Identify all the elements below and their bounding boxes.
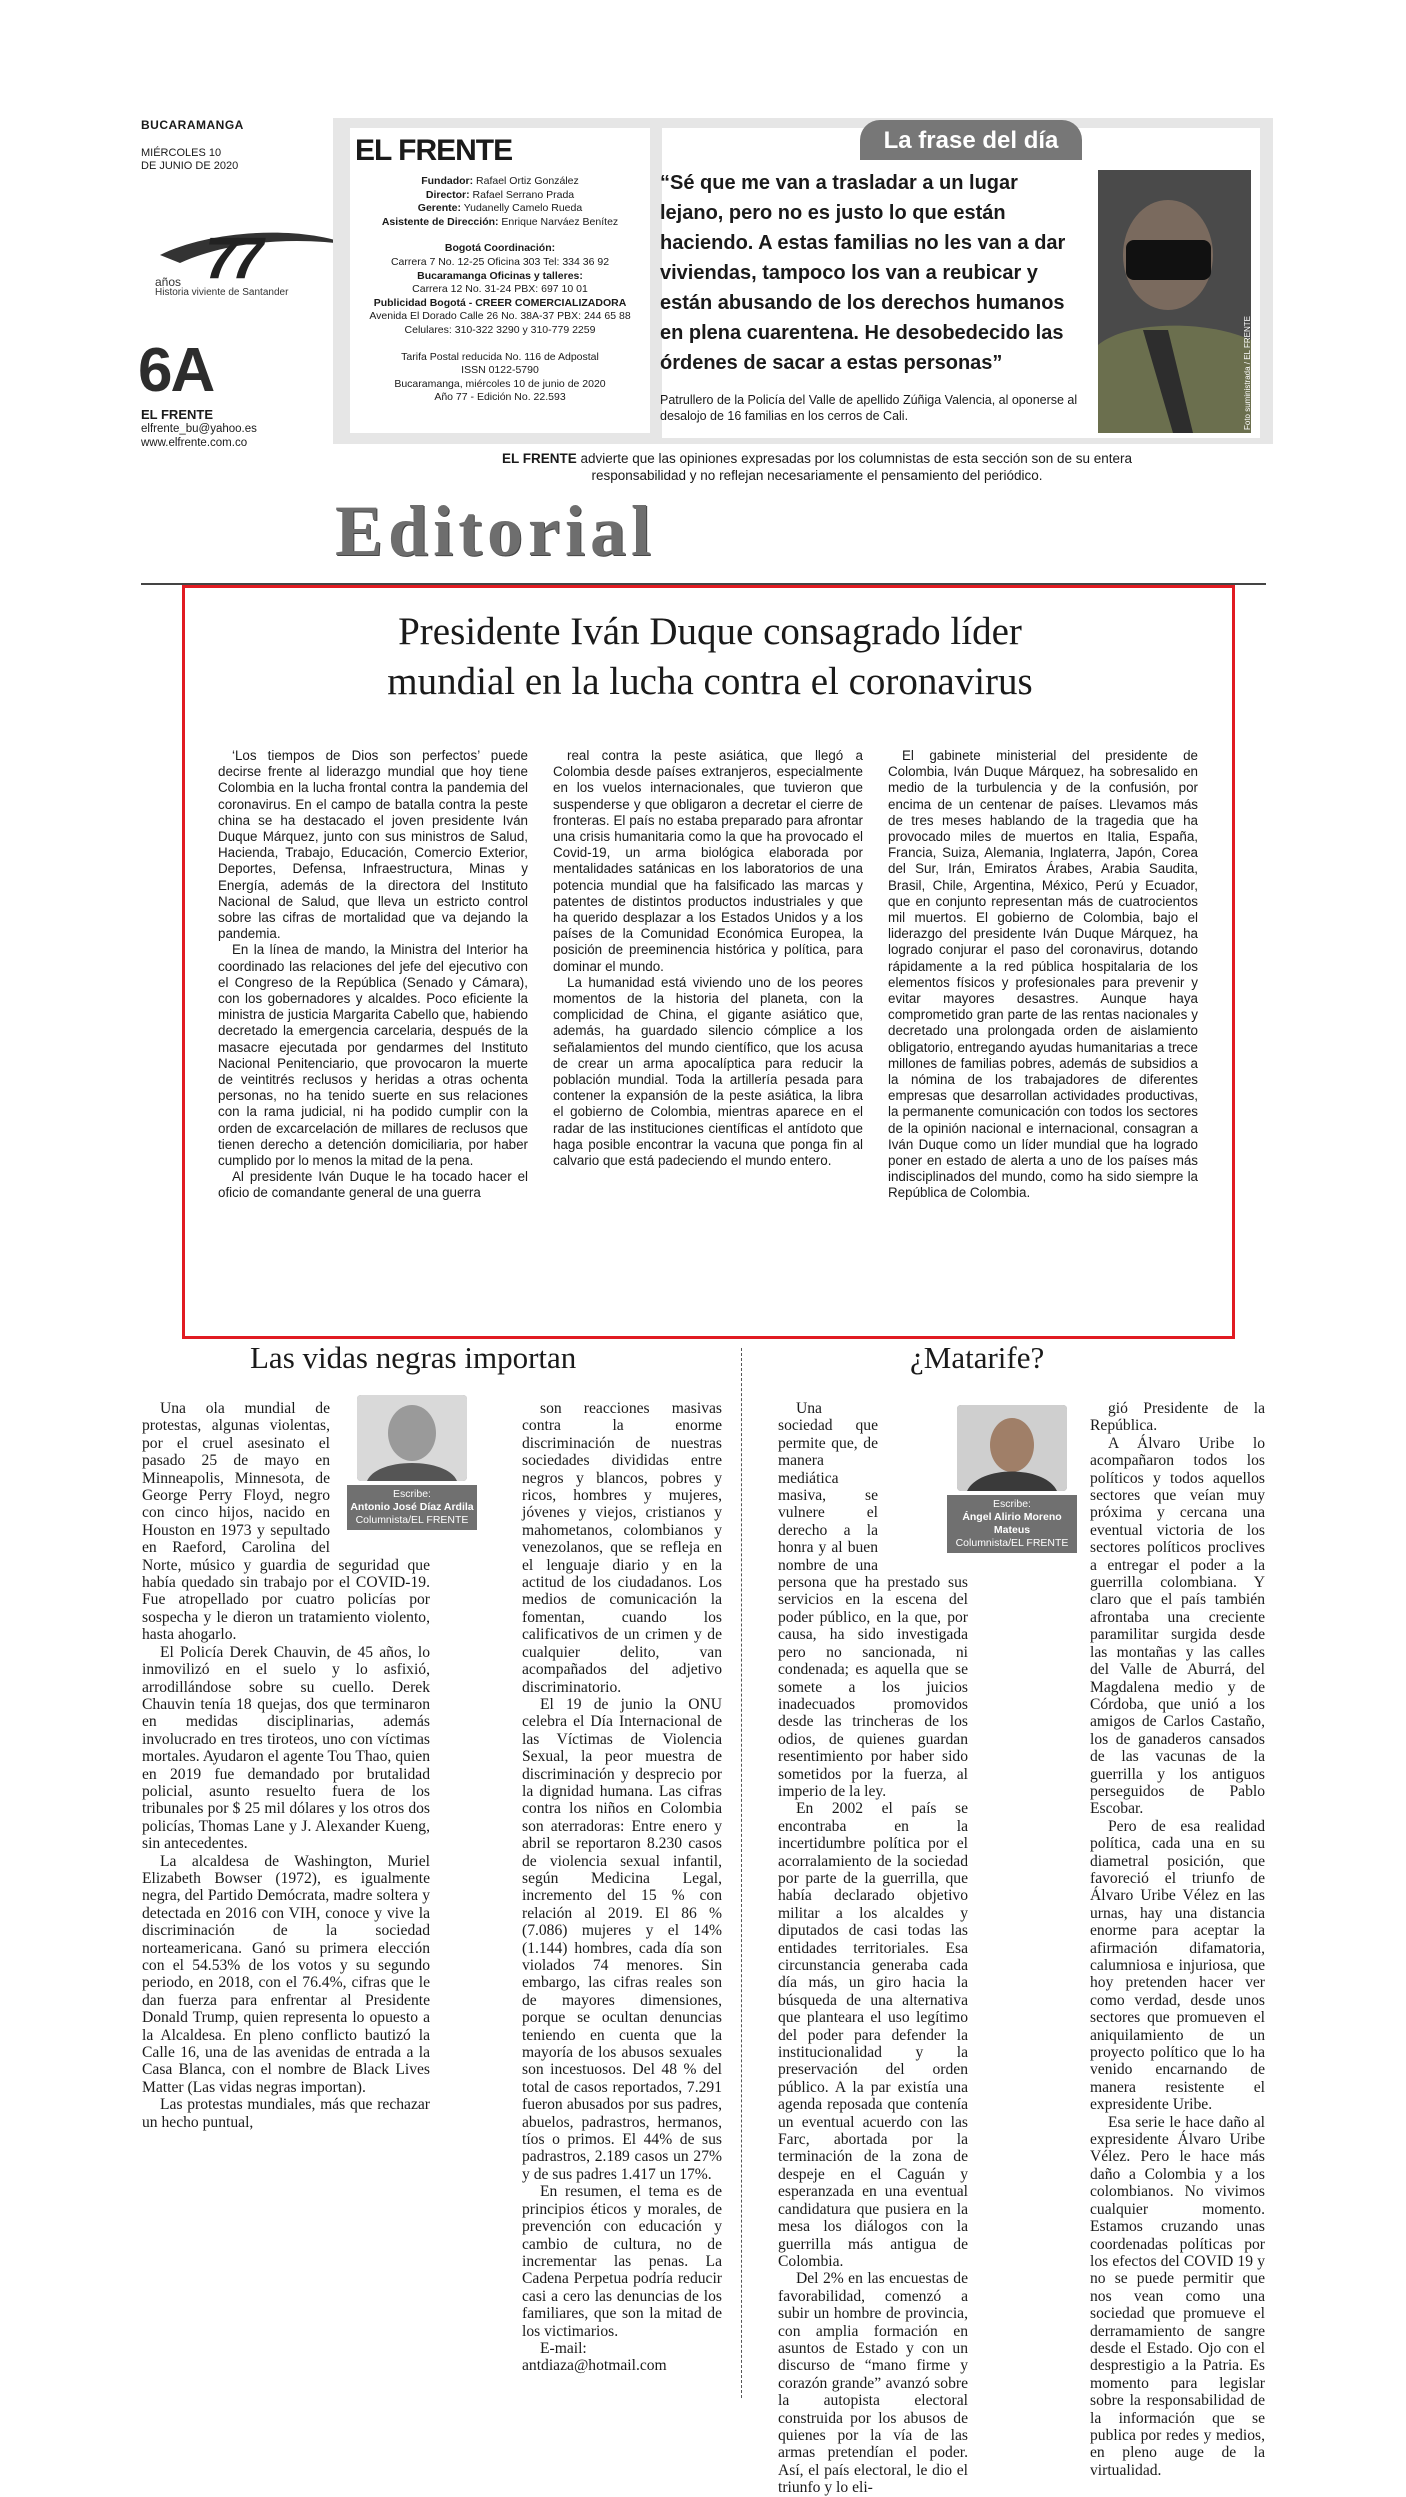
masthead-line: [355, 202, 645, 216]
paragraph: El 19 de junio la ONU celebra el Día Internacional de las Víctimas de Violencia Sexual, la peor muestra de discriminación y desprecio por la dignidad humana. Las cifras contra los niños en Colombia son aterradoras: Entre enero y abril se reportaron 8.230 casos de violencia sexual infantil, según Medicina Legal, incremento del 15 % con relación al 2019. El 86 % (7.086) mujeres y el 14% (1.144) hombres, cada día son violados 74 menores. Sin embargo, las cifras reales son de mayores dimensiones, porque se ocultan denuncias teniendo en cuenta que la mayoría de los abusos sexuales son incestuosos. Del 48 % del total de casos reportados, 7.291 fueron abusados por sus padres, abuelos, padrastros, hermanos, tíos o primos. El 44% de sus padrastros, 2.189 casos un 27% y de sus padres 1.417 un 17%.: [522, 1695, 722, 2183]
right-author-label: Escribe:: [993, 1498, 1031, 1510]
masthead-line: [355, 256, 645, 270]
left-author-name: Antonio José Díaz Ardila: [350, 1501, 474, 1513]
editorial-column-1: [218, 748, 528, 1202]
paper-name-small: EL FRENTE: [141, 407, 213, 422]
left-column-title: Las vidas negras importan: [250, 1340, 577, 1375]
paragraph: Una ola mundial de protestas, algunas violentas, por el cruel asesinato el pasado 25 de mayo en Minneapolis, Minnesota, de George Perry Floyd, negro con cinco hijos, nacido en Houston en 1973 y sepultado en Raeford, Carolina del Norte, músico y guardia de seguridad que había quedado sin trabajo por el COVID-19. Fue atropellado por cuatro policías por sospecha y le dieron un tratamiento violento, hasta ahogarlo.: [142, 1400, 430, 1644]
right-author-role: Columnista/EL FRENTE: [955, 1537, 1069, 1549]
paragraph: Pero de esa realidad política, cada una en su diametral posición, que favoreció el triunfo de Álvaro Uribe Vélez en las urnas, hay una distancia enorme para aceptar la afirmación difamatoria, calumniosa e injuriosa, que hoy pretenden hacer ver como verdad, desde unos sectores que promueven el aniquilamiento de un proyecto político que lo ha venido encarnando de manera resistente el expresidente Uribe.: [1090, 1817, 1265, 2114]
masthead-line-label: Fundador:: [421, 175, 474, 187]
masthead-line-value: Rafael Serrano Prada: [469, 188, 575, 201]
paragraph: Al presidente Iván Duque le ha tocado hacer el oficio de comandante general de una guerra: [218, 1169, 528, 1201]
masthead-line-value: Rafael Ortiz González: [473, 175, 579, 187]
paragraph: son reacciones masivas contra la enorme discriminación de nuestras sociedades divididas entre negros y blancos, pobres y ricos, hombres y mujeres, jóvenes y viejos, cristianos y mahometanos, colombianos y venezolanos, que se refleja en el lenguaje diario y en la actitud de los ciudadanos. Los medios de comunicación la fomentan, cuando los calificativos de un crimen y de cualquier delito, van acompañados del adjetivo discriminatorio.: [522, 1400, 722, 1696]
paragraph: Del 2% en las encuestas de favorabilidad, comenzó a subir un hombre de provincia, con amplia formación en asuntos de Estado y con un discurso de “mano firme y corazón grande” avanzó sobre la autopista electoral construida por los abusos de quienes por la vía de las armas pretendían el poder. Así, el país electoral, le dio el triunfo y lo eli-: [778, 2270, 968, 2497]
date-line-1: MIÉRCOLES 10: [141, 147, 222, 159]
masthead-credits: [355, 175, 645, 405]
paragraph: El Policía Derek Chauvin, de 45 años, lo inmovilizó en el suelo y lo asfixió, arrodillándose sobre su cuello. Derek Chauvin tenía 18 quejas, dos que terminaron en medidas disciplinarias, además involucrado en tres tiroteos, uno con víctimas mortales. Ayudaron el agente Tou Thao, quien en 2019 fue demandado por brutalidad policial, asunto resuelto fuera de los tribunales por $ 25 mil dólares y los otros dos policías, Thomas Lane y J. Alexander Kueng, sin antecedentes.: [142, 1643, 430, 1853]
masthead-line: [355, 324, 645, 338]
paragraph: gió Presidente de la República.: [1090, 1400, 1265, 1435]
disclaimer: [497, 450, 1137, 484]
masthead-line: [355, 338, 645, 351]
masthead-line-label: Gerente:: [417, 202, 461, 215]
masthead-line-label: Bogotá Coordinación:: [444, 242, 556, 255]
masthead-line: [355, 242, 645, 256]
paragraph: Una sociedad que permite que, de manera mediática masiva, se vulnere el derecho a la honra y al buen nombre de una persona que ha prestado sus servicios en la escena del poder público, en la que, por causa, ha sido investigada pero no sancionada, ni condenada; es aquella que se somete a los juicios inadecuados promovidos desde las trincheras de los odios, de quienes guardan resentimiento por haber sido sometidos por la fuerza, al imperio de la ley.: [778, 1400, 968, 1800]
left-author-role: Columnista/EL FRENTE: [355, 1514, 469, 1526]
right-article-column-a: [778, 1400, 968, 2497]
masthead-line-label: Bucaramanga Oficinas y talleres:: [417, 269, 583, 282]
masthead-line-value: Tarifa Postal reducida No. 116 de Adpostal: [401, 350, 599, 363]
paragraph: La humanidad está viviendo uno de los peores momentos de la historia del planeta, con la complicidad de China, el gigante asiático que, además, ha guardado silencio cómplice a los señalamientos del mundo científico, que los acusa de crear un arma apocalíptica para reducir la población mundial. Toda la artillería pesada para contener la expansión de la peste asiática, la libra el gobierno de Colombia, mientras aparece en el radar de las instituciones científicas el antídoto que haga posible encontrar la vacuna que ponga fin al calvario que está padeciendo el mundo entero.: [553, 974, 863, 1169]
editorial-title: [190, 607, 1230, 707]
right-article-column-b: [1090, 1400, 1265, 2479]
disclaimer-text: advierte que las opiniones expresadas por los columnistas de esta sección son de su entera responsabilidad y no reflejan necesariamente el pensamiento del periódico.: [576, 451, 1133, 483]
quote-photo: [1098, 170, 1251, 433]
masthead-line-value: Bucaramanga, miércoles 10 de junio de 2020: [394, 377, 606, 390]
editorial-title-line-2: mundial en la lucha contra el coronavirus: [387, 660, 1033, 703]
website-link[interactable]: www.elfrente.com.co: [141, 437, 248, 449]
editorial-column-3: [888, 748, 1198, 1202]
paragraph: A Álvaro Uribe lo acompañaron todos los políticos y todos aquellos sectores que veían muy próxima y cercana una eventual victoria de los sectores políticos proclives a entregar el poder a la guerrilla colombiana. Y claro que el país también afrontaba una creciente paramilitar surgida desde las montañas y las calles del Valle de Aburrá, del Magdalena medio y de Córdoba, que unió a los amigos de Carlos Castaño, los de ganaderos cansados de las vacunas de la guerrilla y los antiguos perseguidos de Pablo Escobar.: [1090, 1434, 1265, 1818]
author-portrait-icon: [957, 1405, 1067, 1491]
masthead-line-value: Yudanelly Camelo Rueda: [460, 202, 583, 215]
masthead-line-label: Publicidad Bogotá - CREER COMERCIALIZADORA: [373, 296, 627, 309]
right-author-photo: [957, 1405, 1067, 1491]
paragraph: En resumen, el tema es de principios éticos y morales, de prevención con educación y cambio de cultura, no de incrementar las penas. La Cadena Perpetua podría reducir casi a cero las denuncias de los familiares, que son la mitad de los victimarios.: [522, 2183, 722, 2340]
masthead-line: [355, 310, 645, 324]
right-column-title: ¿Matarife?: [910, 1340, 1045, 1375]
date-label: [141, 147, 251, 173]
quote-source: Patrullero de la Policía del Valle de apellido Zúñiga Valencia, al oponerse al desalojo de 16 familias en los cerros de Cali.: [660, 393, 1078, 423]
frase-del-dia-tab: La frase del día: [860, 120, 1082, 160]
paragraph: Esa serie le hace daño al expresidente Álvaro Uribe Vélez. Pero le hace más daño a Colombia y a los colombianos. No vivimos cualquier momento. Estamos cruzando unas coordenadas políticas por los efectos del COVID 19 y no se puede permitir que nos vean como una sociedad que promueve el derramamiento de sangre desde el Estado. Ojo con el desprestigio a la Patria. Es momento para legislar sobre la responsabilidad de la información que se publica por redes y medios, en pleno auge de la virtualidad.: [1090, 2113, 1265, 2479]
masthead-line: [355, 297, 645, 311]
anniversary-number: 77: [205, 226, 258, 291]
masthead-line-value: ISSN 0122-5790: [461, 364, 539, 377]
page-number: 6A: [138, 336, 214, 405]
photo-credit-text: Foto suministrada / EL FRENTE: [1243, 316, 1252, 430]
masthead-line-value: Carrera 12 No. 31-24 PBX: 697 10 01: [412, 283, 588, 296]
masthead-line: [355, 351, 645, 365]
masthead-line-value: Celulares: 310-322 3290 y 310-779 2259: [404, 323, 596, 336]
column-divider: [741, 1348, 743, 2398]
email-link[interactable]: elfrente_bu@yahoo.es: [141, 423, 257, 435]
masthead-line: [355, 189, 645, 203]
masthead-line-value: Año 77 - Edición No. 22.593: [434, 391, 566, 404]
left-article-column-a: [142, 1400, 430, 2131]
disclaimer-brand: EL FRENTE: [501, 451, 577, 466]
wrap-spacer: [878, 1400, 968, 1560]
paragraph: El gabinete ministerial del presidente de Colombia, Iván Duque Márquez, ha sobresalido en medio de la turbulencia y de la confusión, por encima de un centenar de países. Llevamos más de tres meses hablando de la tragedia que ha provocado miles de muertos en Italia, España, Francia, Suiza, Alemania, Inglaterra, Japón, Corea del Sur, Irán, Emiratos Árabes, Arabia Saudita, Brasil, Chile, Argentina, México, Perú y Ecuador, que en conjunto representan más de cuatrocientos mil muertos. El gobierno de Colombia, bajo el liderazgo del presidente Iván Duque Márquez, ha logrado conjurar el paso del coronavirus, dotando rápidamente a la red pública hospitalaria de los elementos físicos y profesionales para prevenir y evitar mayores desastres. Aunque haya comprometido gran parte de las rentas nacionales y decretado una prolongada orden de aislamiento obligatorio, entregando ayudas humanitarias a trece millones de familias pobres, además de subsidios a la nómina de los trabajadores de diferentes empresas que desarrollan actividades productivas, la permanente comunicación con todos los sectores de la opinión nacional e internacional, consagran a Iván Duque como un líder mundial que ha logrado poner en estado de alerta a uno de los países más indisciplinados del mundo, como ha sido siempre la República de Colombia.: [888, 748, 1198, 1201]
left-article-column-b: [522, 1400, 722, 2375]
editorial-column-2: [553, 748, 863, 1169]
masthead-line: [355, 216, 645, 230]
right-author-name: Ángel Alirio Moreno Mateus: [962, 1511, 1062, 1536]
masthead-line-label: Asistente de Dirección:: [381, 215, 499, 228]
masthead-line: [355, 270, 645, 284]
masthead-line-label: Director:: [425, 188, 470, 201]
paragraph: ‘Los tiempos de Dios son perfectos’ puede decirse frente al liderazgo mundial que hoy tiene Colombia en la lucha frontal contra la pandemia del coronavirus. En el campo de batalla contra la peste china se ha destacado el joven presidente Iván Duque Márquez, junto con sus ministros de Salud, Hacienda, Trabajo, Educación, Comercio Exterior, Deportes, Defensa, Infraestructura, Minas y Energía, además de la directora del Instituto Nacional de Salud, que lleva un estricto control sobre las cifras de mortalidad que va dejando la pandemia.: [218, 748, 528, 942]
masthead-line-value: Enrique Narváez Benítez: [498, 215, 619, 228]
masthead-line-value: Carrera 7 No. 12-25 Oficina 303 Tel: 334 36 92: [390, 255, 610, 268]
paragraph: Las protestas mundiales, más que rechazar un hecho puntual,: [142, 2096, 430, 2131]
anniversary-word: años: [155, 275, 182, 289]
date-line-2: DE JUNIO DE 2020: [141, 160, 239, 172]
masthead-line: [355, 229, 645, 242]
masthead-line: [355, 283, 645, 297]
quote-text: “Sé que me van a trasladar a un lugar lejano, pero no es justo lo que están haciendo. A estas familias no les van a dar viviendas, tampoco los van a reubicar y están abusando de los derechos humanos en plena cuarentena. He desobedecido las órdenes de sacar a estas personas”: [660, 172, 1066, 374]
masthead-line-value: Avenida El Dorado Calle 26 No. 38A-37 PBX: 244 65 88: [369, 310, 631, 323]
contact-info: [141, 422, 257, 450]
masthead-line: [355, 391, 645, 405]
photo-credit: [1243, 270, 1255, 430]
editorial-title-line-1: Presidente Iván Duque consagrado líder: [398, 610, 1022, 653]
left-author-label: Escribe:: [393, 1488, 431, 1500]
paragraph: E-mail: antdiaza@hotmail.com: [522, 2339, 667, 2375]
anniversary-tagline: Historia viviente de Santander: [155, 287, 289, 298]
paragraph: En la línea de mando, la Ministra del Interior ha coordinado las relaciones del jefe del ejecutivo con el Congreso de la República (Senado y Cámara), con los gobernadores y alcaldes. Poco eficiente la ministra de justicia Margarita Cabello que, habiendo decretado la emergencia carcelaria, después de la masacre ejecutada por gendarmes del Instituto Nacional Penitenciario, que provocaron la muerte de veintitrés reclusos y heridas a otras ochenta personas, no ha tenido suerte en sus relaciones con la rama judicial, ni ha podido cumplir con la orden de excarcelación de millares de reclusos que tienen derecho a detención domiciliaria, por haber cumplido por lo menos la mitad de la pena.: [218, 942, 528, 1169]
masthead-line: [355, 378, 645, 392]
paragraph: En 2002 el país se encontraba en la incertidumbre política por el acorralamiento de la sociedad por parte de la guerrilla, que había declarado objetivo militar a los alcaldes y diputados de casi todas las entidades territoriales. Esa circunstancia generaba cada día más, un giro hacia la búsqueda de una alternativa que planteara el uso legítimo del poder para defender la institucionalidad y la preservación del orden público. A la par existía una agenda reposada que contenía un eventual acuerdo con las Farc, abortada por la terminación de la zona de despeje en el Caguán y esperanzada en una eventual candidatura que pusiera en la mesa los diálogos con la guerrilla más antigua de Colombia.: [778, 1800, 968, 2270]
policeman-photo-icon: [1098, 170, 1251, 433]
masthead-line: [355, 364, 645, 378]
section-title: Editorial: [335, 491, 657, 571]
paragraph: real contra la peste asiática, que llegó a Colombia desde países extranjeros, especialmente en los vuelos internacionales, que tuvieron que suspenderse y que obligaron a decretar el cierre de fronteras. El país no estaba preparado para afrontar una crisis humanitaria como la que ha provocado el Covid-19, un arma biológica elaborada por mentalidades satánicas en los laboratorios de una potencia mundial que ha falsificado las marcas y patentes de distintos productos industriales y que ha querido desplazar a los Estados Unidos y a los países de la Comunidad Económica Europea, la posición de preeminencia histórica y política, para dominar el mundo.: [553, 748, 863, 974]
anniversary-logo: [150, 225, 360, 303]
city-label: BUCARAMANGA: [141, 118, 244, 132]
masthead-line: [355, 175, 645, 189]
paragraph: La alcaldesa de Washington, Muriel Elizabeth Bowser (1972), es igualmente negra, del Partido Demócrata, madre soltera y detectada en 2016 con VIH, conoce y vive la discriminación de la sociedad norteamericana. Ganó su primera elección con el 54.53% de los votos y su segundo periodo, en 2018, con el 76.4%, cifras que le dan fuerza para enfrentar al Presidente Donald Trump, quien representa lo opuesto a la Alcaldesa. En pleno conflicto bautizó la Calle 16, una de las avenidas de entrada a la Casa Blanca, con el nombre de Black Lives Matter (Las vidas negras importan).: [142, 1852, 430, 2096]
masthead-title: EL FRENTE: [355, 134, 513, 167]
wrap-spacer: [330, 1400, 430, 1550]
